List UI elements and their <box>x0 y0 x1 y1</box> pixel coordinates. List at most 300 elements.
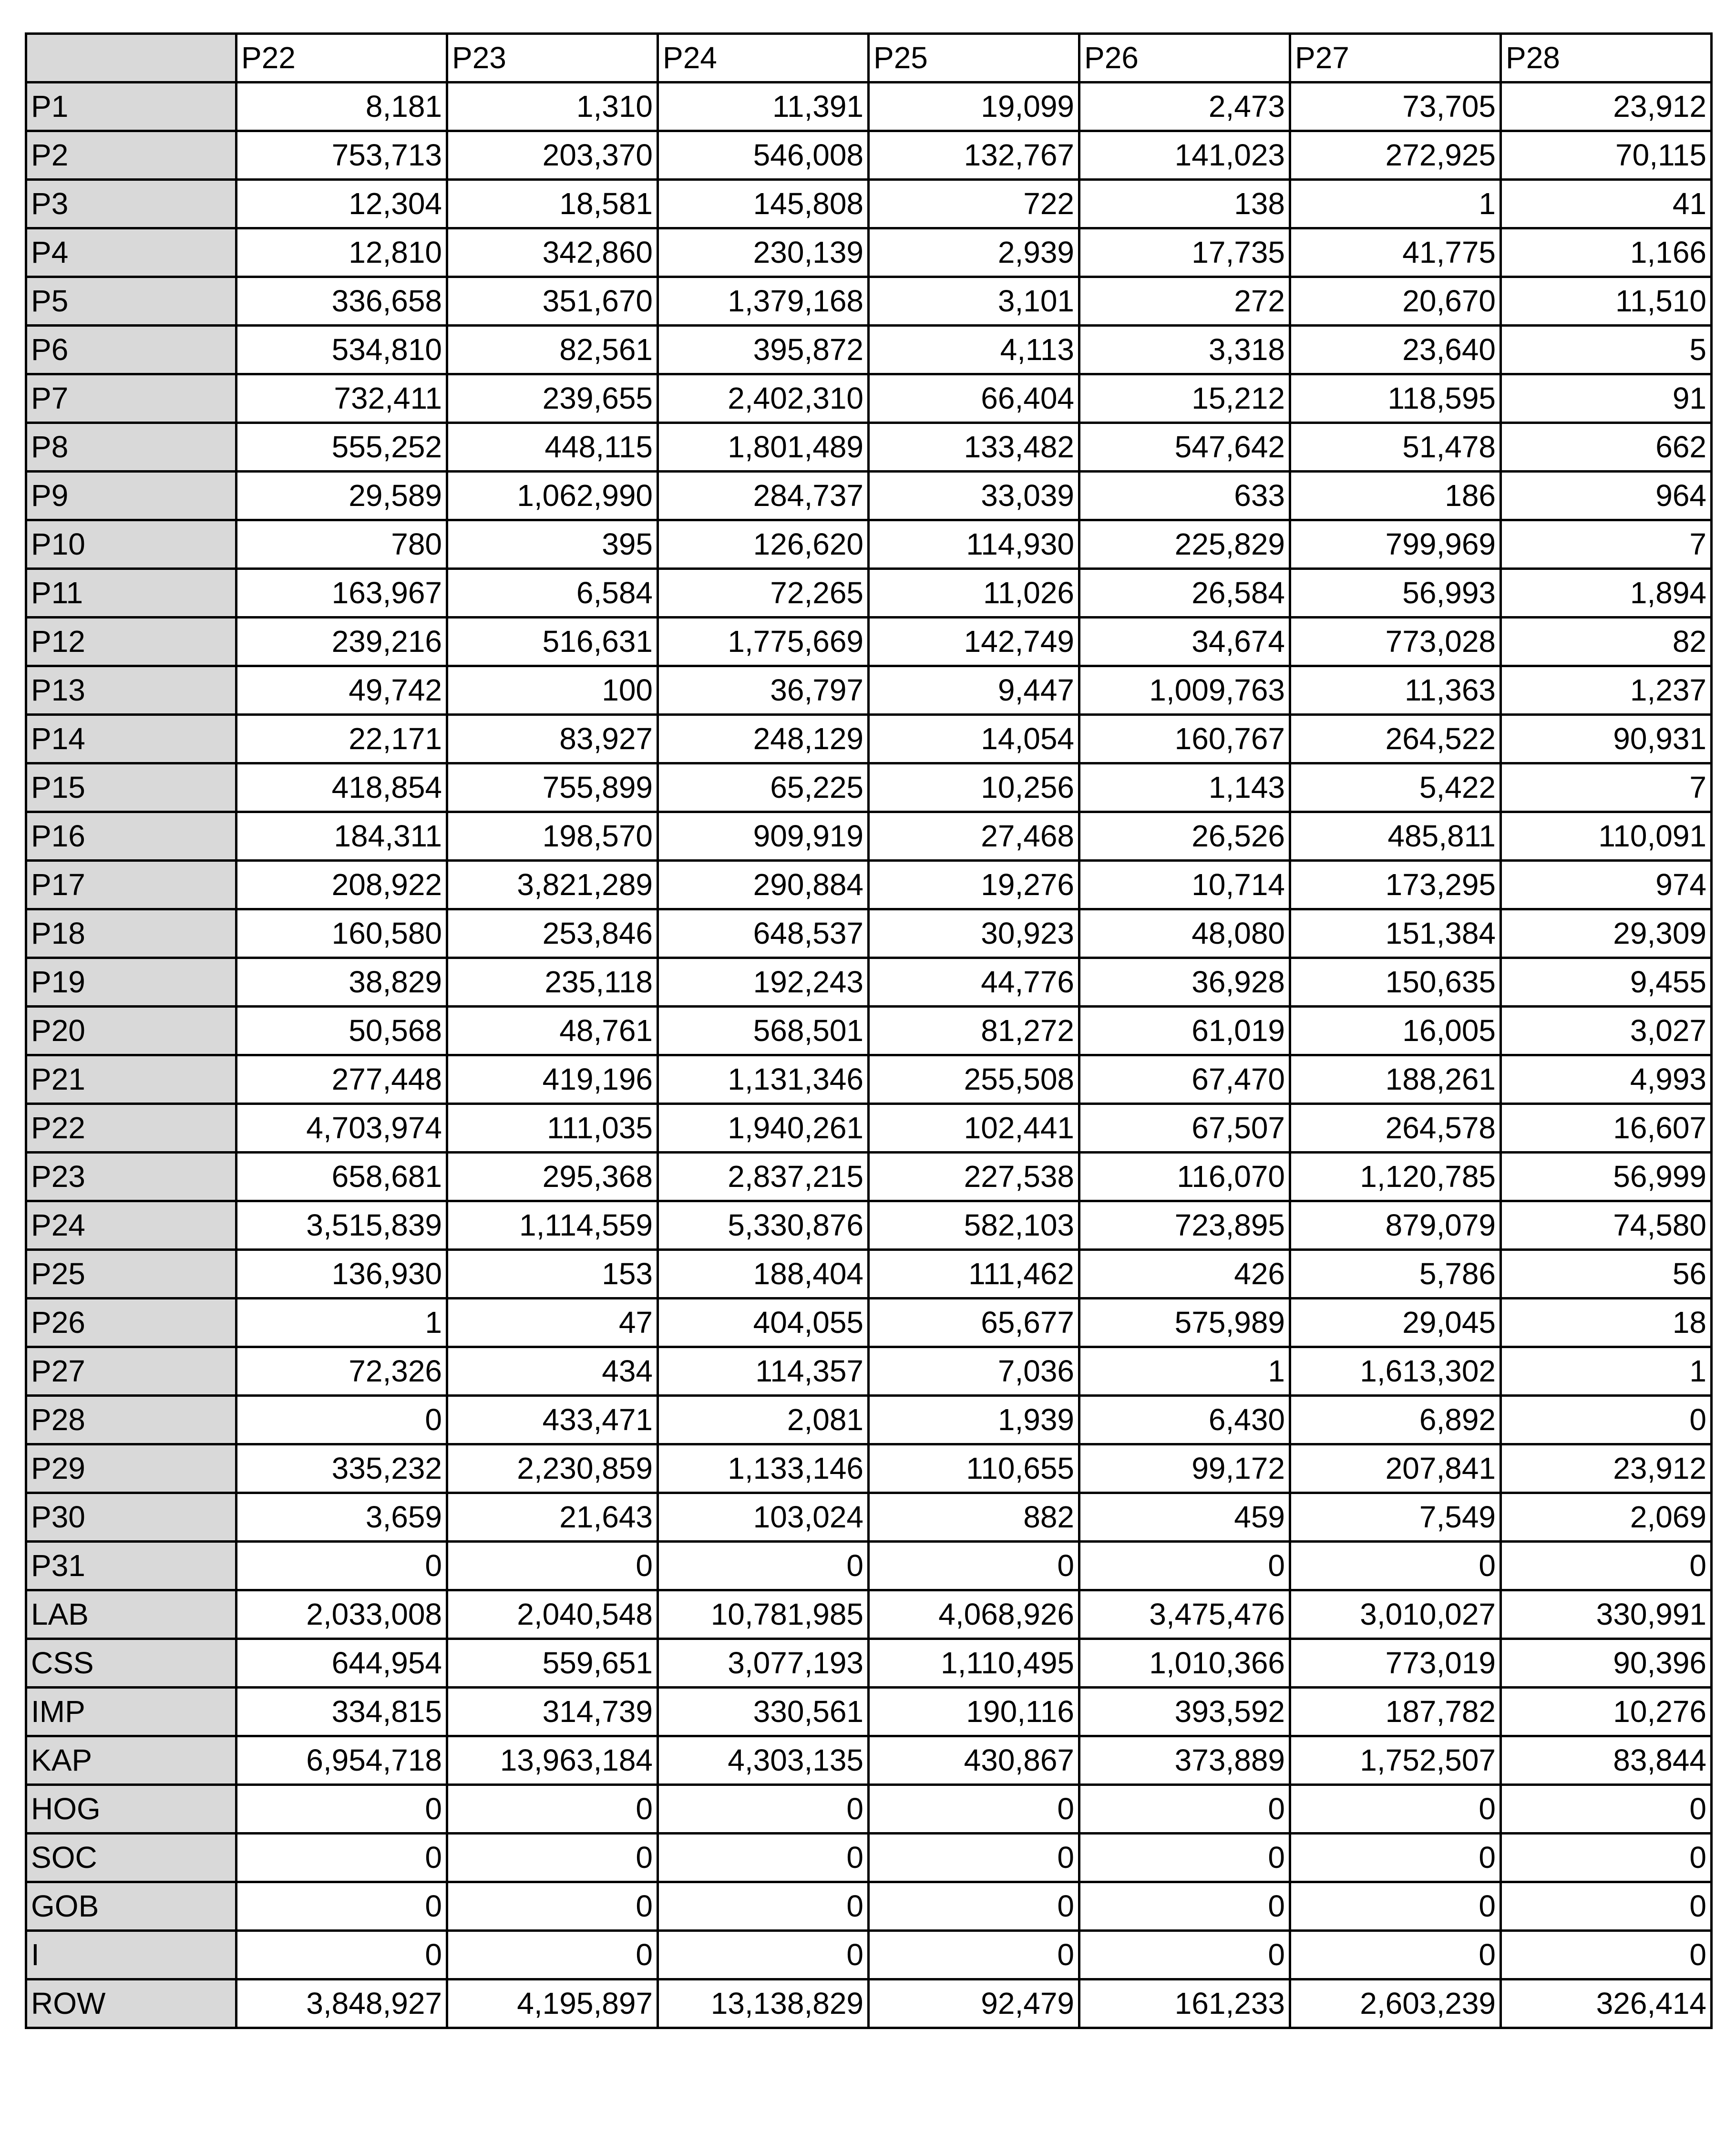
table-cell: 0 <box>1290 1542 1501 1590</box>
table-cell: 395,872 <box>658 326 869 374</box>
row-header: P23 <box>26 1153 236 1201</box>
table-cell: 14,054 <box>869 715 1079 763</box>
table-cell: 0 <box>1501 1542 1712 1590</box>
table-cell: 0 <box>1290 1931 1501 1979</box>
table-cell: 126,620 <box>658 520 869 569</box>
table-cell: 13,138,829 <box>658 1979 869 2028</box>
table-cell: 773,028 <box>1290 618 1501 666</box>
table-cell: 230,139 <box>658 228 869 277</box>
table-cell: 0 <box>1290 1834 1501 1882</box>
table-cell: 295,368 <box>447 1153 658 1201</box>
row-header: P1 <box>26 82 236 131</box>
row-header: P26 <box>26 1299 236 1347</box>
table-cell: 18,581 <box>447 180 658 228</box>
table-cell: 546,008 <box>658 131 869 180</box>
table-cell: 290,884 <box>658 861 869 909</box>
table-cell: 83,844 <box>1501 1736 1712 1785</box>
table-cell: 4,303,135 <box>658 1736 869 1785</box>
table-cell: 882 <box>869 1493 1079 1542</box>
table-row <box>26 861 1712 909</box>
table-row <box>26 1834 1712 1882</box>
table-cell: 662 <box>1501 423 1712 472</box>
corner-cell <box>26 34 236 82</box>
table-cell: 110,091 <box>1501 812 1712 861</box>
table-cell: 145,808 <box>658 180 869 228</box>
table-cell: 0 <box>236 1931 447 1979</box>
table-cell: 974 <box>1501 861 1712 909</box>
table-row <box>26 1931 1712 1979</box>
table-cell: 799,969 <box>1290 520 1501 569</box>
table-row <box>26 715 1712 763</box>
table-cell: 4,195,897 <box>447 1979 658 2028</box>
table-cell: 186 <box>1290 472 1501 520</box>
table-cell: 56,993 <box>1290 569 1501 618</box>
table-cell: 11,363 <box>1290 666 1501 715</box>
table-cell: 555,252 <box>236 423 447 472</box>
table-cell: 114,357 <box>658 1347 869 1396</box>
table-cell: 0 <box>1501 1882 1712 1931</box>
row-header: P21 <box>26 1055 236 1104</box>
column-header: P24 <box>658 34 869 82</box>
row-header: P11 <box>26 569 236 618</box>
table-cell: 34,674 <box>1079 618 1290 666</box>
row-header: P31 <box>26 1542 236 1590</box>
table-cell: 2,837,215 <box>658 1153 869 1201</box>
row-header: IMP <box>26 1688 236 1736</box>
table-cell: 12,810 <box>236 228 447 277</box>
table-cell: 395 <box>447 520 658 569</box>
table-cell: 0 <box>1290 1882 1501 1931</box>
table-cell: 0 <box>1501 1931 1712 1979</box>
table-cell: 82 <box>1501 618 1712 666</box>
table-cell: 99,172 <box>1079 1444 1290 1493</box>
table-cell: 21,643 <box>447 1493 658 1542</box>
table-cell: 0 <box>1079 1785 1290 1834</box>
table-row <box>26 82 1712 131</box>
table-cell: 161,233 <box>1079 1979 1290 2028</box>
table-row <box>26 1396 1712 1444</box>
table-cell: 0 <box>1290 1785 1501 1834</box>
row-header: P30 <box>26 1493 236 1542</box>
table-cell: 1 <box>1290 180 1501 228</box>
table-cell: 3,101 <box>869 277 1079 326</box>
table-cell: 2,033,008 <box>236 1590 447 1639</box>
table-row <box>26 1785 1712 1834</box>
table-row <box>26 1979 1712 2028</box>
table-cell: 160,580 <box>236 909 447 958</box>
table-cell: 248,129 <box>658 715 869 763</box>
table-cell: 485,811 <box>1290 812 1501 861</box>
table-cell: 909,919 <box>658 812 869 861</box>
table-row <box>26 1153 1712 1201</box>
table-cell: 26,526 <box>1079 812 1290 861</box>
table-cell: 6,584 <box>447 569 658 618</box>
table-cell: 1,940,261 <box>658 1104 869 1153</box>
row-header: P14 <box>26 715 236 763</box>
table-cell: 4,703,974 <box>236 1104 447 1153</box>
table-cell: 722 <box>869 180 1079 228</box>
table-cell: 91 <box>1501 374 1712 423</box>
table-cell: 9,447 <box>869 666 1079 715</box>
table-cell: 141,023 <box>1079 131 1290 180</box>
table-cell: 56,999 <box>1501 1153 1712 1201</box>
table-cell: 2,473 <box>1079 82 1290 131</box>
table-cell: 7 <box>1501 763 1712 812</box>
row-header: P4 <box>26 228 236 277</box>
table-cell: 658,681 <box>236 1153 447 1201</box>
table-row <box>26 520 1712 569</box>
table-cell: 22,171 <box>236 715 447 763</box>
table-cell: 0 <box>869 1785 1079 1834</box>
row-header: P2 <box>26 131 236 180</box>
table-cell: 16,005 <box>1290 1007 1501 1055</box>
table-cell: 184,311 <box>236 812 447 861</box>
table-cell: 1,310 <box>447 82 658 131</box>
table-row <box>26 1347 1712 1396</box>
row-header: P5 <box>26 277 236 326</box>
table-cell: 23,640 <box>1290 326 1501 374</box>
table-cell: 0 <box>236 1542 447 1590</box>
row-header: P22 <box>26 1104 236 1153</box>
table-row <box>26 277 1712 326</box>
table-cell: 110,655 <box>869 1444 1079 1493</box>
table-cell: 534,810 <box>236 326 447 374</box>
table-cell: 142,749 <box>869 618 1079 666</box>
table-row <box>26 1055 1712 1104</box>
table-row <box>26 1201 1712 1250</box>
table-cell: 187,782 <box>1290 1688 1501 1736</box>
table-cell: 10,781,985 <box>658 1590 869 1639</box>
table-cell: 1,801,489 <box>658 423 869 472</box>
table-row <box>26 1639 1712 1688</box>
table-cell: 49,742 <box>236 666 447 715</box>
table-row <box>26 1736 1712 1785</box>
table-cell: 0 <box>1079 1834 1290 1882</box>
table-cell: 1,010,366 <box>1079 1639 1290 1688</box>
table-cell: 116,070 <box>1079 1153 1290 1201</box>
table-cell: 0 <box>869 1882 1079 1931</box>
table-cell: 26,584 <box>1079 569 1290 618</box>
row-header: KAP <box>26 1736 236 1785</box>
table-cell: 255,508 <box>869 1055 1079 1104</box>
table-cell: 73,705 <box>1290 82 1501 131</box>
table-cell: 48,080 <box>1079 909 1290 958</box>
table-cell: 1 <box>1079 1347 1290 1396</box>
column-header: P23 <box>447 34 658 82</box>
table-cell: 160,767 <box>1079 715 1290 763</box>
table-cell: 19,099 <box>869 82 1079 131</box>
table-cell: 207,841 <box>1290 1444 1501 1493</box>
table-cell: 314,739 <box>447 1688 658 1736</box>
table-cell: 102,441 <box>869 1104 1079 1153</box>
table-cell: 264,578 <box>1290 1104 1501 1153</box>
table-cell: 7 <box>1501 520 1712 569</box>
table-cell: 0 <box>869 1834 1079 1882</box>
table-cell: 0 <box>1079 1882 1290 1931</box>
table-cell: 61,019 <box>1079 1007 1290 1055</box>
table-cell: 111,035 <box>447 1104 658 1153</box>
table-cell: 6,954,718 <box>236 1736 447 1785</box>
table-row <box>26 1250 1712 1299</box>
table-cell: 10,276 <box>1501 1688 1712 1736</box>
table-row <box>26 180 1712 228</box>
table-cell: 239,216 <box>236 618 447 666</box>
table-cell: 81,272 <box>869 1007 1079 1055</box>
table-cell: 11,026 <box>869 569 1079 618</box>
row-header: P18 <box>26 909 236 958</box>
table-cell: 188,261 <box>1290 1055 1501 1104</box>
table-cell: 393,592 <box>1079 1688 1290 1736</box>
table-cell: 74,580 <box>1501 1201 1712 1250</box>
table-cell: 253,846 <box>447 909 658 958</box>
table-cell: 334,815 <box>236 1688 447 1736</box>
table-cell: 1,114,559 <box>447 1201 658 1250</box>
table-row <box>26 472 1712 520</box>
table-row <box>26 228 1712 277</box>
table-cell: 575,989 <box>1079 1299 1290 1347</box>
table-cell: 66,404 <box>869 374 1079 423</box>
table-cell: 284,737 <box>658 472 869 520</box>
table-cell: 2,230,859 <box>447 1444 658 1493</box>
table-cell: 192,243 <box>658 958 869 1007</box>
table-cell: 4,993 <box>1501 1055 1712 1104</box>
table-cell: 6,892 <box>1290 1396 1501 1444</box>
table-cell: 198,570 <box>447 812 658 861</box>
table-cell: 50,568 <box>236 1007 447 1055</box>
row-header: P28 <box>26 1396 236 1444</box>
table-cell: 1,009,763 <box>1079 666 1290 715</box>
column-header: P28 <box>1501 34 1712 82</box>
table-cell: 0 <box>1501 1396 1712 1444</box>
column-header: P22 <box>236 34 447 82</box>
column-header: P25 <box>869 34 1079 82</box>
column-header: P26 <box>1079 34 1290 82</box>
table-cell: 0 <box>869 1931 1079 1979</box>
table-cell: 48,761 <box>447 1007 658 1055</box>
table-row <box>26 958 1712 1007</box>
table-cell: 51,478 <box>1290 423 1501 472</box>
table-cell: 5,786 <box>1290 1250 1501 1299</box>
row-header: P17 <box>26 861 236 909</box>
table-cell: 0 <box>447 1785 658 1834</box>
table-row <box>26 909 1712 958</box>
table-cell: 964 <box>1501 472 1712 520</box>
table-cell: 7,036 <box>869 1347 1079 1396</box>
table-row <box>26 666 1712 715</box>
table-cell: 644,954 <box>236 1639 447 1688</box>
table-cell: 0 <box>658 1785 869 1834</box>
row-header: P9 <box>26 472 236 520</box>
table-cell: 3,077,193 <box>658 1639 869 1688</box>
table-cell: 72,326 <box>236 1347 447 1396</box>
table-cell: 3,010,027 <box>1290 1590 1501 1639</box>
table-cell: 29,589 <box>236 472 447 520</box>
row-header: LAB <box>26 1590 236 1639</box>
row-header: ROW <box>26 1979 236 2028</box>
table-cell: 1,752,507 <box>1290 1736 1501 1785</box>
table-cell: 23,912 <box>1501 1444 1712 1493</box>
table-cell: 70,115 <box>1501 131 1712 180</box>
header-row <box>26 34 1712 82</box>
table-cell: 41 <box>1501 180 1712 228</box>
table-cell: 33,039 <box>869 472 1079 520</box>
table-cell: 47 <box>447 1299 658 1347</box>
table-cell: 132,767 <box>869 131 1079 180</box>
table-cell: 29,045 <box>1290 1299 1501 1347</box>
table-cell: 568,501 <box>658 1007 869 1055</box>
table-cell: 67,507 <box>1079 1104 1290 1153</box>
table-body <box>26 82 1712 2028</box>
data-table <box>25 32 1713 2029</box>
table-cell: 1,894 <box>1501 569 1712 618</box>
table-cell: 633 <box>1079 472 1290 520</box>
table-cell: 430,867 <box>869 1736 1079 1785</box>
table-cell: 3,318 <box>1079 326 1290 374</box>
table-cell: 4,068,926 <box>869 1590 1079 1639</box>
table-cell: 72,265 <box>658 569 869 618</box>
row-header: SOC <box>26 1834 236 1882</box>
row-header: P24 <box>26 1201 236 1250</box>
table-row <box>26 812 1712 861</box>
row-header: P13 <box>26 666 236 715</box>
table-cell: 0 <box>658 1931 869 1979</box>
table-cell: 44,776 <box>869 958 1079 1007</box>
table-cell: 1,237 <box>1501 666 1712 715</box>
row-header: I <box>26 1931 236 1979</box>
table-cell: 0 <box>447 1542 658 1590</box>
table-cell: 335,232 <box>236 1444 447 1493</box>
table-cell: 0 <box>658 1542 869 1590</box>
table-cell: 10,714 <box>1079 861 1290 909</box>
table-cell: 13,963,184 <box>447 1736 658 1785</box>
table-cell: 8,181 <box>236 82 447 131</box>
table-cell: 227,538 <box>869 1153 1079 1201</box>
table-cell: 3,659 <box>236 1493 447 1542</box>
row-header: P27 <box>26 1347 236 1396</box>
table-cell: 29,309 <box>1501 909 1712 958</box>
table-cell: 336,658 <box>236 277 447 326</box>
row-header: P8 <box>26 423 236 472</box>
table-cell: 1,062,990 <box>447 472 658 520</box>
table-cell: 0 <box>1079 1931 1290 1979</box>
table-cell: 153 <box>447 1250 658 1299</box>
table-cell: 208,922 <box>236 861 447 909</box>
table-cell: 0 <box>1079 1542 1290 1590</box>
row-header: P12 <box>26 618 236 666</box>
table-cell: 1,775,669 <box>658 618 869 666</box>
row-header: P16 <box>26 812 236 861</box>
table-cell: 1,379,168 <box>658 277 869 326</box>
table-cell: 133,482 <box>869 423 1079 472</box>
table-cell: 5 <box>1501 326 1712 374</box>
table-cell: 1,120,785 <box>1290 1153 1501 1201</box>
table-row <box>26 1882 1712 1931</box>
table-cell: 0 <box>236 1834 447 1882</box>
table-cell: 239,655 <box>447 374 658 423</box>
table-cell: 448,115 <box>447 423 658 472</box>
table-cell: 2,040,548 <box>447 1590 658 1639</box>
table-cell: 1,613,302 <box>1290 1347 1501 1396</box>
table-cell: 0 <box>658 1834 869 1882</box>
table-cell: 114,930 <box>869 520 1079 569</box>
table-cell: 118,595 <box>1290 374 1501 423</box>
table-cell: 56 <box>1501 1250 1712 1299</box>
row-header: P10 <box>26 520 236 569</box>
table-cell: 138 <box>1079 180 1290 228</box>
table-cell: 0 <box>447 1882 658 1931</box>
table-cell: 0 <box>236 1785 447 1834</box>
table-cell: 2,081 <box>658 1396 869 1444</box>
row-header: P29 <box>26 1444 236 1493</box>
table-cell: 272,925 <box>1290 131 1501 180</box>
table-cell: 65,225 <box>658 763 869 812</box>
table-cell: 11,510 <box>1501 277 1712 326</box>
table-cell: 10,256 <box>869 763 1079 812</box>
table-cell: 2,939 <box>869 228 1079 277</box>
table-cell: 19,276 <box>869 861 1079 909</box>
table-row <box>26 1444 1712 1493</box>
table-cell: 1,166 <box>1501 228 1712 277</box>
table-cell: 0 <box>236 1882 447 1931</box>
table-cell: 36,928 <box>1079 958 1290 1007</box>
table-cell: 17,735 <box>1079 228 1290 277</box>
table-row <box>26 763 1712 812</box>
table-row <box>26 1493 1712 1542</box>
row-header: P25 <box>26 1250 236 1299</box>
table-cell: 582,103 <box>869 1201 1079 1250</box>
table-cell: 23,912 <box>1501 82 1712 131</box>
table-cell: 1,110,495 <box>869 1639 1079 1688</box>
table-cell: 1,131,346 <box>658 1055 869 1104</box>
table-cell: 0 <box>236 1396 447 1444</box>
table-cell: 2,402,310 <box>658 374 869 423</box>
table-cell: 12,304 <box>236 180 447 228</box>
table-cell: 330,991 <box>1501 1590 1712 1639</box>
row-header: P7 <box>26 374 236 423</box>
table-cell: 342,860 <box>447 228 658 277</box>
table-cell: 9,455 <box>1501 958 1712 1007</box>
table-cell: 780 <box>236 520 447 569</box>
row-header: CSS <box>26 1639 236 1688</box>
table-cell: 0 <box>1501 1785 1712 1834</box>
table-cell: 3,821,289 <box>447 861 658 909</box>
table-cell: 38,829 <box>236 958 447 1007</box>
table-cell: 41,775 <box>1290 228 1501 277</box>
table-cell: 225,829 <box>1079 520 1290 569</box>
table-cell: 92,479 <box>869 1979 1079 2028</box>
table-cell: 67,470 <box>1079 1055 1290 1104</box>
table-cell: 1,939 <box>869 1396 1079 1444</box>
table-cell: 516,631 <box>447 618 658 666</box>
table-cell: 151,384 <box>1290 909 1501 958</box>
table-cell: 648,537 <box>658 909 869 958</box>
table-cell: 82,561 <box>447 326 658 374</box>
table-cell: 30,923 <box>869 909 1079 958</box>
table-row <box>26 1299 1712 1347</box>
table-cell: 6,430 <box>1079 1396 1290 1444</box>
table-cell: 2,069 <box>1501 1493 1712 1542</box>
table-row <box>26 1688 1712 1736</box>
table-cell: 418,854 <box>236 763 447 812</box>
table-cell: 426 <box>1079 1250 1290 1299</box>
table-cell: 3,515,839 <box>236 1201 447 1250</box>
table-row <box>26 618 1712 666</box>
table-row <box>26 1542 1712 1590</box>
table-cell: 90,396 <box>1501 1639 1712 1688</box>
table-cell: 879,079 <box>1290 1201 1501 1250</box>
table-cell: 330,561 <box>658 1688 869 1736</box>
table-row <box>26 131 1712 180</box>
